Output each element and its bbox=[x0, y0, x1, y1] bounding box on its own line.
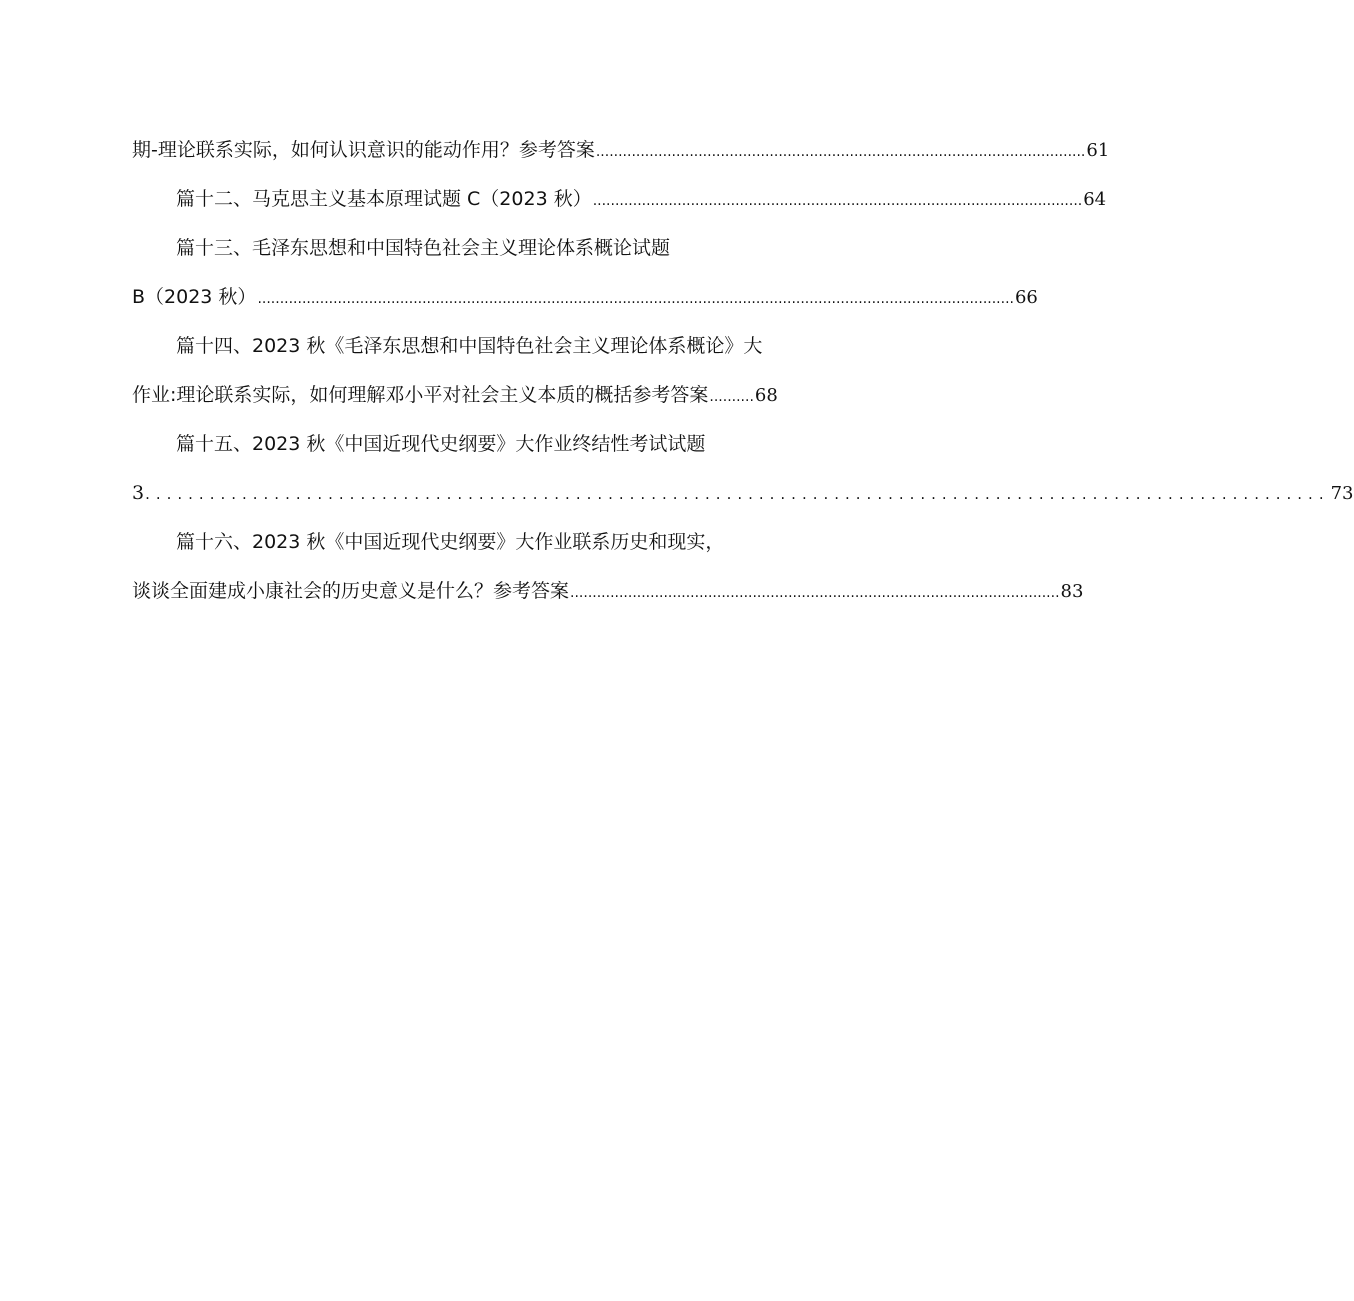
toc-entry-heading[interactable] bbox=[176, 527, 775, 557]
toc-entry[interactable] bbox=[132, 576, 1084, 606]
toc-entry-text: 篇十六、2023 秋《中国近现代史纲要》大作业联系历史和现实， bbox=[176, 531, 725, 553]
toc-leader-dots: .............................................................................................................. bbox=[570, 585, 1060, 601]
toc-entry-text: 篇十四、2023 秋《毛泽东思想和中国特色社会主义理论体系概论》大 bbox=[176, 335, 763, 357]
toc-entry-text: B（2023 秋） bbox=[132, 286, 257, 308]
toc-entry-text: 期-理论联系实际，如何认识意识的能动作用？参考答案 bbox=[132, 139, 595, 161]
toc-entry-text: 3 bbox=[132, 482, 145, 504]
toc-page-number: 66 bbox=[1014, 287, 1038, 308]
toc-entry-text: 篇十五、2023 秋《中国近现代史纲要》大作业终结性考试试题 bbox=[176, 433, 706, 455]
toc-page-number: 68 bbox=[754, 385, 778, 406]
toc-page-number: 73 bbox=[1330, 483, 1354, 504]
toc-entry[interactable] bbox=[176, 184, 1107, 214]
toc-leader-dots: .......... bbox=[709, 389, 754, 405]
toc-entry[interactable] bbox=[132, 380, 778, 410]
toc-entry-text: 作业:理论联系实际，如何理解邓小平对社会主义本质的概括参考答案 bbox=[132, 384, 709, 406]
toc-entry-heading[interactable] bbox=[176, 233, 775, 263]
toc-leader-dots: .............................................................................................................. bbox=[592, 193, 1083, 209]
toc-entry-text: 篇十二、马克思主义基本原理试题 C（2023 秋） bbox=[176, 188, 592, 210]
toc-leader-dots: .......................................................................................................................................................................... bbox=[257, 291, 1014, 307]
toc-entry-text: 谈谈全面建成小康社会的历史意义是什么？参考答案 bbox=[132, 580, 570, 602]
toc-entry-heading[interactable] bbox=[176, 331, 798, 361]
toc-entry[interactable] bbox=[132, 478, 1354, 508]
toc-entry-heading[interactable] bbox=[176, 429, 775, 459]
toc-page-number: 64 bbox=[1083, 189, 1107, 210]
toc-leader-dots: .............................................................................................................. bbox=[145, 485, 1330, 503]
toc-page-number: 83 bbox=[1060, 581, 1084, 602]
toc-entry[interactable] bbox=[132, 135, 1110, 165]
toc-page-number: 61 bbox=[1086, 140, 1110, 161]
toc-entry-text: 篇十三、毛泽东思想和中国特色社会主义理论体系概论试题 bbox=[176, 237, 671, 259]
toc-entry[interactable] bbox=[132, 282, 1038, 312]
toc-leader-dots: .............................................................................................................. bbox=[595, 144, 1086, 160]
